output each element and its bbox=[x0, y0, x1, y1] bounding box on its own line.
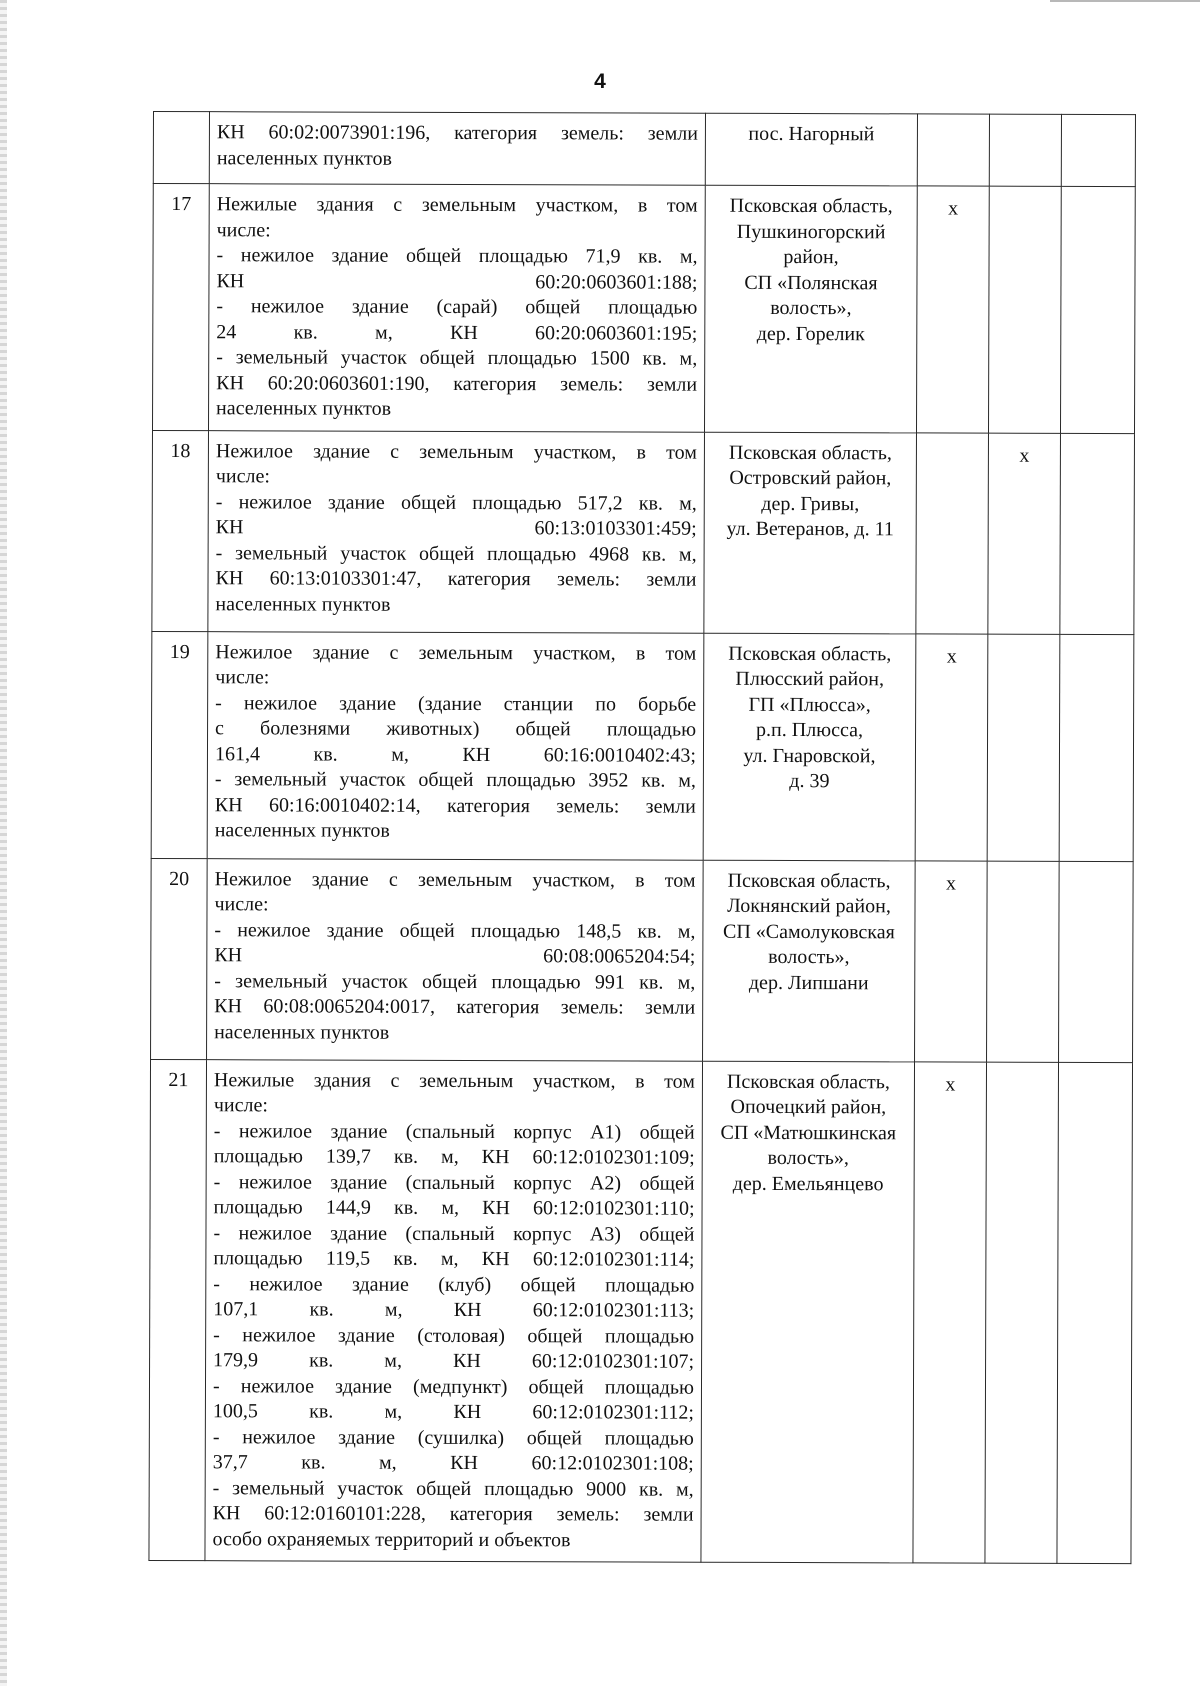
table-row bbox=[153, 112, 1135, 187]
description-line: - нежилое здание (сушилка) общей площадью bbox=[212, 1425, 694, 1450]
address-line: волость», bbox=[770, 296, 852, 320]
description-line: - нежилое здание (спальный корпус А1) общей bbox=[213, 1119, 695, 1144]
property-table bbox=[148, 111, 1136, 1564]
description-line: числе: bbox=[216, 218, 271, 241]
description-line: населенных пунктов bbox=[216, 397, 392, 420]
description-line: площадью 119,5 кв. м, КН 60:12:0102301:114; bbox=[213, 1247, 695, 1271]
table-row bbox=[152, 184, 1135, 434]
mark-cell-1: x bbox=[915, 860, 988, 1061]
description-line: Нежилое здание с земельным участком, в том bbox=[215, 439, 697, 464]
mark-cell-2: x bbox=[988, 433, 1061, 634]
description-line: населенных пунктов bbox=[216, 146, 392, 170]
property-address bbox=[705, 113, 917, 186]
description-line: - нежилое здание (здание станции по борьбе bbox=[215, 691, 697, 716]
mark-cell-2 bbox=[985, 1062, 1059, 1564]
description-line: КН 60:16:0010402:14, категория земель: земли bbox=[214, 793, 696, 818]
description-line: - нежилое здание (медпункт) общей площадью bbox=[212, 1374, 695, 1399]
row-number bbox=[153, 112, 209, 184]
address-line: волость», bbox=[767, 1146, 849, 1170]
row-number: 18 bbox=[152, 430, 209, 631]
description-line: - нежилое здание (спальный корпус А2) общей bbox=[213, 1170, 695, 1195]
address-line: ул. Ветеранов, д. 11 bbox=[726, 517, 894, 541]
address-line: ул. Гнаровской, bbox=[743, 744, 876, 767]
mark-cell-1: x bbox=[913, 1061, 987, 1563]
mark-cell-2 bbox=[987, 634, 1060, 861]
address-line: ГП «Плюсса», bbox=[748, 693, 871, 716]
description-line: Нежилое здание с земельным участком, в том bbox=[215, 640, 697, 665]
description-line: населенных пунктов bbox=[214, 819, 390, 842]
mark-cell-1 bbox=[916, 432, 989, 633]
description-line: особо охраняемых территорий и объектов bbox=[212, 1527, 571, 1551]
table-row bbox=[149, 1059, 1133, 1564]
address-line: р.п. Плюсса, bbox=[756, 718, 864, 742]
address-line: Псковская область, bbox=[727, 869, 891, 892]
row-number: 17 bbox=[152, 184, 209, 431]
property-table-body bbox=[149, 112, 1136, 1564]
description-line: КН 60:08:0065204:54; bbox=[214, 944, 696, 968]
mark-cell-3 bbox=[1059, 634, 1134, 861]
description-line: КН 60:13:0103301:459; bbox=[215, 516, 697, 540]
mark-cell-2 bbox=[987, 861, 1060, 1062]
property-description bbox=[205, 1059, 703, 1562]
mark-cell-3 bbox=[1057, 1062, 1133, 1564]
description-line: КН 60:20:0603601:188; bbox=[216, 269, 698, 294]
address-line: волость», bbox=[768, 945, 850, 969]
address-line: Псковская область, bbox=[728, 642, 892, 665]
address-line: СП «Самолуковская bbox=[723, 920, 895, 943]
description-line: Нежилые здания с земельным участком, в том bbox=[213, 1068, 695, 1093]
description-line: - нежилое здание (столовая) общей площадью bbox=[213, 1323, 695, 1348]
description-line: - земельный участок общей площадью 1500 кв. м, bbox=[216, 346, 698, 370]
description-line: - нежилое здание (сарай) общей площадью bbox=[216, 295, 698, 319]
address-line: СП «Матюшкинская bbox=[720, 1121, 897, 1144]
description-line: 24 кв. м, КН 60:20:0603601:195; bbox=[216, 320, 698, 345]
mark-cell-1: x bbox=[916, 186, 989, 433]
address-line: пос. Нагорный bbox=[748, 122, 875, 146]
table-row bbox=[151, 858, 1134, 1062]
description-line: с болезнями животных) общей площадью bbox=[215, 717, 697, 741]
description-line: - земельный участок общей площадью 9000 кв. м, bbox=[212, 1476, 694, 1501]
description-line: числе: bbox=[215, 666, 270, 689]
description-line: числе: bbox=[215, 465, 270, 488]
address-line: СП «Полянская bbox=[744, 271, 878, 294]
address-line: д. 39 bbox=[789, 770, 830, 793]
address-line: дер. Липшани bbox=[748, 971, 869, 994]
property-address bbox=[704, 185, 917, 432]
description-line: площадью 144,9 кв. м, КН 60:12:0102301:110; bbox=[213, 1196, 695, 1220]
address-line: Островский район, bbox=[729, 466, 892, 490]
property-address bbox=[701, 1061, 915, 1563]
description-line: 107,1 кв. м, КН 60:12:0102301:113; bbox=[213, 1298, 695, 1322]
description-line: 161,4 кв. м, КН 60:16:0010402:43; bbox=[214, 742, 697, 767]
property-description bbox=[207, 858, 704, 1061]
description-line: 179,9 кв. м, КН 60:12:0102301:107; bbox=[213, 1349, 695, 1373]
description-line: населенных пунктов bbox=[215, 592, 391, 616]
row-number: 20 bbox=[151, 858, 208, 1059]
table-row bbox=[152, 430, 1135, 634]
description-line: КН 60:13:0103301:47, категория земель: земли bbox=[215, 567, 697, 591]
address-line: Псковская область, bbox=[728, 441, 892, 464]
description-line: - земельный участок общей площадью 991 кв. м, bbox=[214, 969, 696, 994]
description-line: - нежилое здание общей площадью 148,5 кв. м, bbox=[214, 918, 696, 943]
property-description bbox=[209, 112, 705, 186]
row-number: 19 bbox=[151, 631, 208, 858]
description-line: - нежилое здание (клуб) общей площадью bbox=[213, 1272, 695, 1297]
description-line: населенных пунктов bbox=[214, 1020, 390, 1044]
mark-cell-1 bbox=[917, 114, 989, 186]
description-line: - нежилое здание (спальный корпус А3) общей bbox=[213, 1221, 695, 1246]
mark-cell-3 bbox=[1059, 861, 1134, 1062]
mark-cell-3 bbox=[1060, 186, 1135, 433]
description-line: числе: bbox=[214, 893, 269, 916]
mark-cell-3 bbox=[1060, 433, 1135, 634]
description-line: - земельный участок общей площадью 3952 кв. м, bbox=[214, 768, 696, 792]
description-line: - нежилое здание общей площадью 517,2 кв. м, bbox=[215, 490, 697, 515]
property-address bbox=[703, 633, 916, 861]
address-line: Псковская область, bbox=[729, 194, 893, 218]
address-line: Псковская область, bbox=[726, 1070, 890, 1093]
description-line: КН 60:12:0160101:228, категория земель: земли bbox=[212, 1502, 694, 1526]
description-line: - нежилое здание общей площадью 71,9 кв. м, bbox=[216, 244, 698, 268]
property-description bbox=[208, 430, 705, 633]
scan-edge-artifact bbox=[0, 0, 7, 1686]
address-line: Локнянский район, bbox=[727, 894, 891, 918]
description-line: КН 60:20:0603601:190, категория земель: земли bbox=[216, 371, 698, 396]
description-line: КН 60:08:0065204:0017, категория земель: земли bbox=[214, 995, 696, 1019]
scan-corner-artifact bbox=[1050, 0, 1200, 2]
property-description bbox=[207, 631, 704, 860]
address-line: Опочецкий район, bbox=[730, 1095, 887, 1119]
table-row bbox=[151, 631, 1134, 861]
address-line: Плюсский район, bbox=[735, 667, 885, 691]
page-number: 4 bbox=[594, 70, 606, 93]
description-line: Нежилые здания с земельным участком, в том bbox=[216, 193, 698, 217]
address-line: дер. Емельянцево bbox=[732, 1172, 884, 1195]
mark-cell-2 bbox=[988, 186, 1061, 433]
property-description bbox=[208, 184, 705, 432]
mark-cell-3 bbox=[1061, 114, 1135, 186]
description-line: 37,7 кв. м, КН 60:12:0102301:108; bbox=[212, 1451, 694, 1475]
mark-cell-2 bbox=[989, 114, 1061, 186]
address-line: Пушкиногорский bbox=[736, 220, 886, 243]
description-line: - земельный участок общей площадью 4968 кв. м, bbox=[215, 541, 697, 566]
description-line: числе: bbox=[213, 1094, 268, 1117]
description-line: КН 60:02:0073901:196, категория земель: земли bbox=[216, 121, 698, 145]
mark-cell-1: x bbox=[915, 633, 988, 860]
address-line: дер. Гривы, bbox=[761, 492, 860, 515]
description-line: площадью 139,7 кв. м, КН 60:12:0102301:109; bbox=[213, 1145, 695, 1169]
description-line: 100,5 кв. м, КН 60:12:0102301:112; bbox=[212, 1400, 694, 1424]
address-line: район, bbox=[783, 245, 839, 269]
property-address bbox=[704, 432, 917, 634]
address-line: дер. Горелик bbox=[756, 322, 865, 345]
property-address bbox=[703, 860, 916, 1062]
description-line: Нежилое здание с земельным участком, в том bbox=[214, 867, 696, 892]
row-number: 21 bbox=[149, 1059, 207, 1561]
